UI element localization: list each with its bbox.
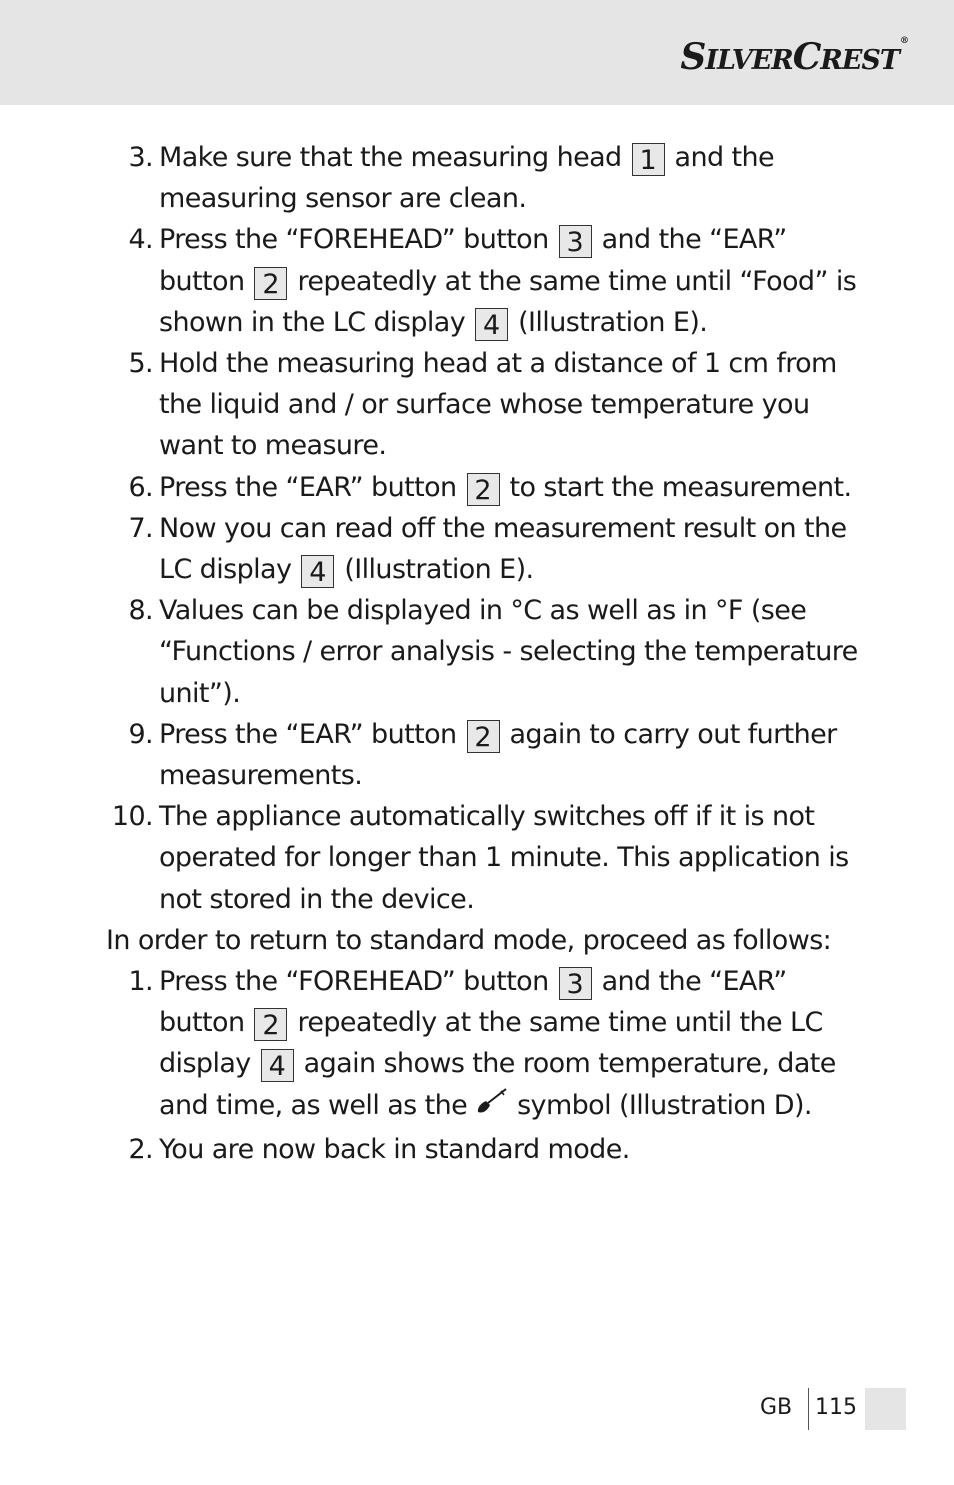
footer-divider (808, 1388, 809, 1430)
ref-box: 1 (632, 143, 665, 176)
ref-box: 2 (254, 267, 287, 300)
page-tab-marker (865, 1388, 906, 1430)
ref-box: 2 (467, 720, 500, 753)
ref-box: 4 (475, 308, 508, 341)
return-step-2: 2. You are now back in standard mode. (128, 1133, 630, 1165)
language-code: GB (760, 1395, 793, 1420)
step-10: 10. The appliance automatically switches off if it is not operated for longer than 1 minute. This application is not stored in the device. (111, 801, 849, 915)
header-bar (0, 0, 954, 105)
step-8: 8. Values can be displayed in °C as well as in °F (see “Functions / error analysis - selecting the temperature unit”). (128, 595, 858, 709)
ref-box: 4 (261, 1049, 294, 1082)
step-9: 9. Press the “EAR” button 2 again to carry out further measurements. (128, 718, 837, 792)
intro-paragraph: In order to return to standard mode, proceed as follows: (106, 924, 832, 956)
page-number: 115 (815, 1395, 857, 1420)
ref-box: 4 (301, 555, 334, 588)
step-5: 5. Hold the measuring head at a distance of 1 cm from the liquid and / or surface whose temperature you want to measure. (128, 348, 837, 462)
step-3: 3. Make sure that the measuring head 1 and the measuring sensor are clean. (128, 142, 775, 215)
brand-logo: SILVERCREST® (680, 36, 908, 78)
step-4: 4. Press the “FOREHEAD” button 3 and the “EAR” button 2 repeatedly at the same time until “Food” is shown in the LC display 4 (Illustration E). (128, 224, 857, 341)
ref-box: 2 (467, 473, 500, 506)
page-content (100, 137, 860, 1170)
ref-box: 3 (559, 967, 592, 1000)
ref-box: 3 (559, 225, 592, 258)
step-7: 7. Now you can read off the measurement result on the LC display 4 (Illustration E). (128, 512, 847, 589)
ref-box: 2 (254, 1008, 287, 1041)
return-step-1: 1. Press the “FOREHEAD” button 3 and the “EAR” button 2 repeatedly at the same time until the LC display 4 again shows the room temperature, date and time, as well as the symbol (Illustration D). (100, 961, 860, 1129)
step-6: 6. Press the “EAR” button 2 to start the measurement. (128, 471, 852, 506)
ear-probe-icon (475, 1087, 509, 1129)
